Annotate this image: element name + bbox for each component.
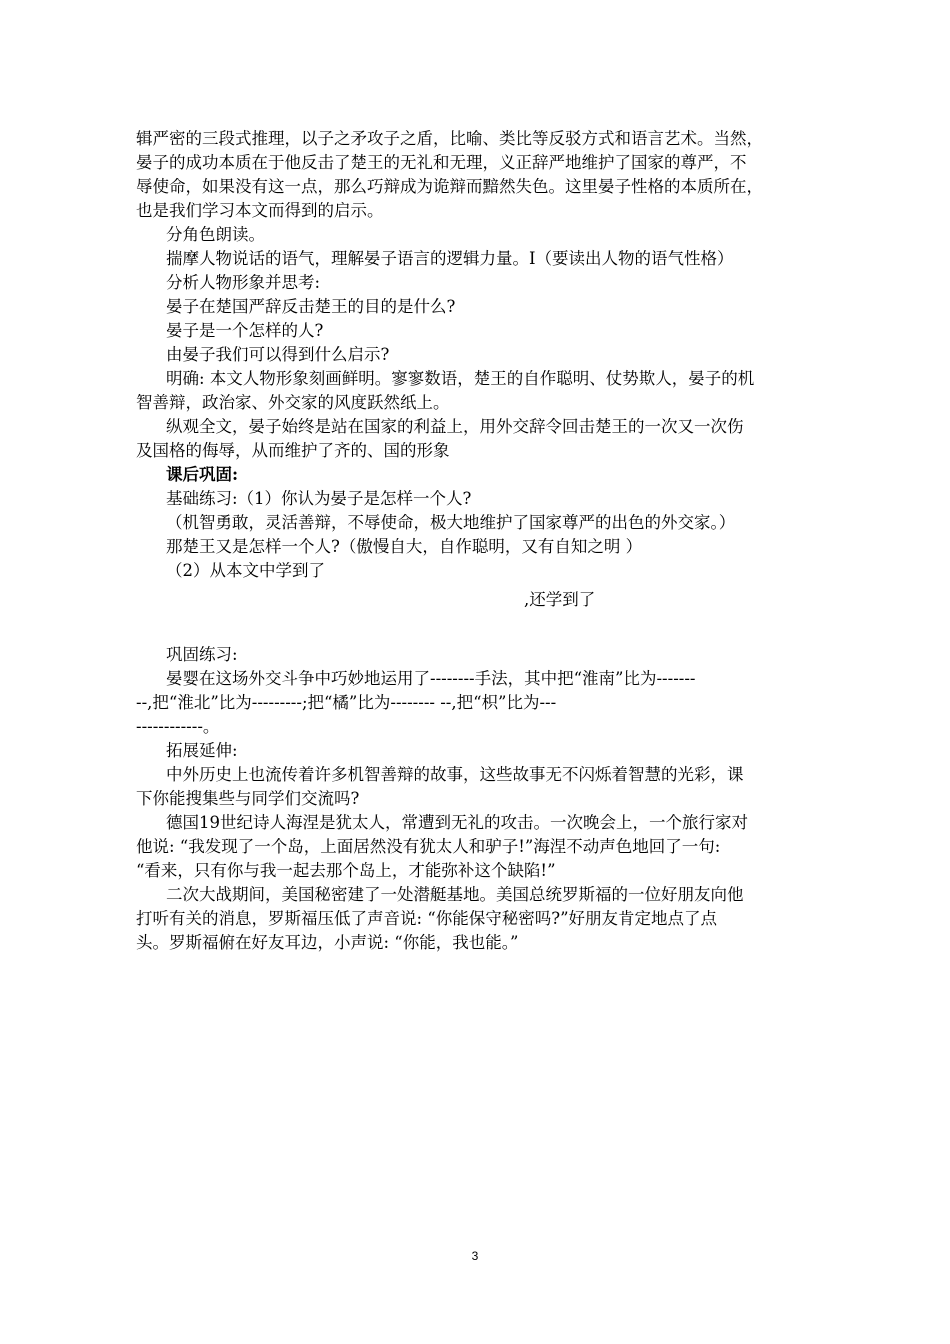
text-line: 基础练习:（1）你认为晏子是怎样一个人? (166, 489, 472, 508)
text-line: 打听有关的消息，罗斯福压低了声音说: “你能保守秘密吗?”好朋友肯定地点了点 (136, 909, 718, 928)
text-line: 头。罗斯福俯在好友耳边，小声说: “你能，我也能。” (136, 933, 519, 952)
text-line: 由晏子我们可以得到什么启示? (166, 345, 390, 364)
text-line: 巩固练习: (166, 645, 238, 664)
text-line: 辱使命，如果没有这一点，那么巧辩成为诡辩而黯然失色。这里晏子性格的本质所在， (136, 177, 763, 196)
text-line: （2）从本文中学到了 (166, 561, 325, 580)
text-line: ------------。 (136, 717, 220, 736)
text-line: 分析人物形象并思考: (166, 273, 321, 292)
text-line: （机智勇敢，灵活善辩，不辱使命，极大地维护了国家尊严的出色的外交家。） (166, 513, 736, 532)
text-line: 他说: “我发现了一个岛，上面居然没有犹太人和驴子!”海涅不动声色地回了一句: (136, 837, 721, 856)
text-line: 晏子是一个怎样的人? (166, 321, 324, 340)
text-line: 中外历史上也流传着许多机智善辩的故事，这些故事无不闪烁着智慧的光彩，课 (166, 765, 744, 784)
section-heading: 课后巩固: (166, 465, 239, 484)
text-line: 晏子的成功本质在于他反击了楚王的无礼和无理，义正辞严地维护了国家的尊严，不 (136, 153, 747, 172)
text-line: --,把“淮北”比为---------;把“橘”比为-------- --,把“枳”比为--- (136, 693, 557, 712)
text-line: ,还学到了 (524, 590, 596, 609)
text-line: 揣摩人物说话的语气，理解晏子语言的逻辑力量。I（要读出人物的语气性格） (166, 249, 734, 268)
text-line: 二次大战期间，美国秘密建了一处潜艇基地。美国总统罗斯福的一位好朋友向他 (166, 885, 744, 904)
text-line: 也是我们学习本文而得到的启示。 (136, 201, 384, 220)
text-line: 那楚王又是怎样一个人?（傲慢自大，自作聪明，又有自知之明 ） (166, 537, 643, 556)
text-line: “看来，只有你与我一起去那个岛上，才能弥补这个缺陷!” (136, 861, 556, 880)
text-line: 德国19世纪诗人海涅是犹太人，常遭到无礼的攻击。一次晚会上，一个旅行家对 (166, 813, 748, 832)
text-line: 分角色朗读。 (166, 225, 265, 244)
text-line: 拓展延伸: (166, 741, 238, 760)
text-line: 明确: 本文人物形象刻画鲜明。寥寥数语，楚王的自作聪明、仗势欺人，晏子的机 (166, 369, 755, 388)
text-line: 辑严密的三段式推理，以子之矛攻子之盾，比喻、类比等反驳方式和语言艺术。当然， (136, 129, 763, 148)
text-line: 下你能搜集些与同学们交流吗? (136, 789, 360, 808)
text-line: 晏婴在这场外交斗争中巧妙地运用了--------手法，其中把“淮南”比为------- (166, 669, 696, 688)
text-line: 纵观全文，晏子始终是站在国家的利益上，用外交辞令回击楚王的一次又一次伤 (166, 417, 744, 436)
text-line: 晏子在楚国严辞反击楚王的目的是什么? (166, 297, 456, 316)
text-line: 及国格的侮辱，从而维护了齐的、国的形象 (136, 441, 450, 460)
page-number: 3 (471, 1249, 479, 1263)
text-line: 智善辩，政治家、外交家的风度跃然纸上。 (136, 393, 450, 412)
